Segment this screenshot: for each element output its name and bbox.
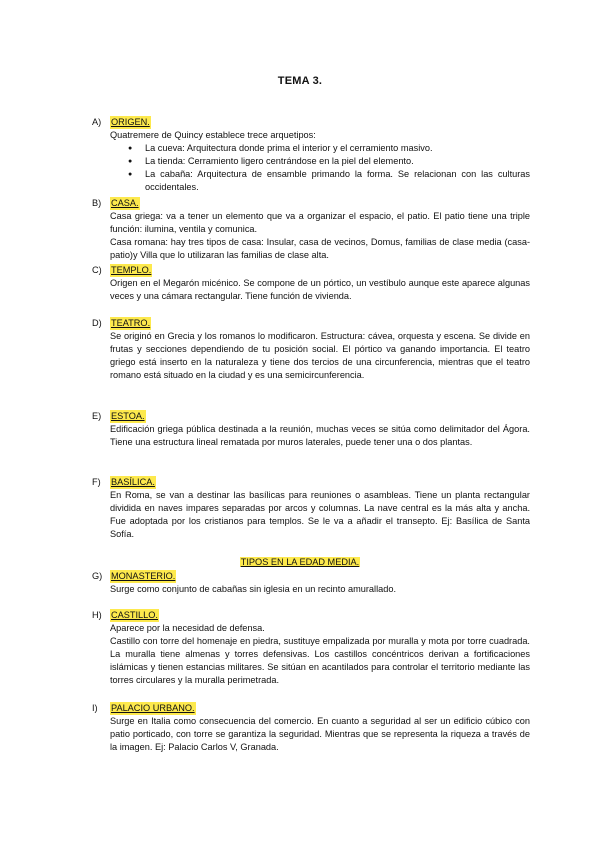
paragraph: Aparece por la necesidad de defensa. — [110, 623, 265, 633]
subtitle-text: TIPOS EN LA EDAD MEDIA. — [240, 557, 360, 567]
paragraph: Se originó en Grecia y los romanos lo modificaron. Estructura: cávea, orquesta y escena. Se divide en frutas y secciones dependiendo de tu posición social. El pórtico va ganando importancia. El teatro griego está inserto en la naturaleza y tiene dos tercios de una circunferencia, mientras que el teatro romano está situado en la ciudad y es una semicircunferencia. — [110, 331, 530, 380]
section-templo — [0, 264, 600, 303]
section-heading: TEMPLO. — [111, 265, 152, 275]
list-item: ● La tienda: Cerramiento ligero centrándose en la piel del elemento. — [110, 155, 530, 168]
paragraph: Casa griega: va a tener un elemento que va a organizar el espacio, el patio. El patio tiene una triple función: ilumina, ventila y comunica. — [110, 211, 530, 234]
section-basilica — [0, 476, 600, 541]
section-palacio-urbano — [0, 702, 600, 754]
list-item: ● La cueva: Arquitectura donde prima el interior y el cerramiento masivo. — [110, 142, 530, 155]
section-intro: Quatremere de Quincy establece trece arquetipos: — [110, 130, 316, 140]
subtitle — [0, 557, 600, 567]
section-castillo — [0, 609, 600, 687]
section-letter: E) — [92, 411, 102, 421]
page-title: TEMA 3. — [277, 75, 323, 87]
paragraph: Casa romana: hay tres tipos de casa: Insular, casa de vecinos, Domus, familias de clase media (casa-patio)y Villa que lo utilizaran las familias de clase alta. — [110, 237, 530, 260]
section-monasterio — [0, 570, 600, 596]
paragraph: En Roma, se van a destinar las basílicas para reuniones o asambleas. Tiene un planta rectangular dividida en naves impares separadas por arcos y columnas. La nave central es la más alta y ancha. Fue adoptada por los cristianos para templos. Se le va a añadir el transepto. Ej: Basílica de Santa Sofía. — [110, 490, 530, 539]
section-letter: F) — [92, 477, 101, 487]
section-heading: ESTOA. — [111, 411, 145, 421]
section-letter: C) — [92, 265, 102, 275]
section-letter: H) — [92, 610, 102, 620]
bullet-list — [110, 142, 530, 194]
section-letter: G) — [92, 571, 103, 581]
section-letter: D) — [92, 318, 102, 328]
section-teatro — [0, 317, 600, 382]
section-heading: CASA. — [111, 198, 139, 208]
section-letter: A) — [92, 117, 102, 127]
section-heading: BASÍLICA. — [111, 477, 155, 487]
section-heading: TEATRO. — [111, 318, 151, 328]
section-heading: PALACIO URBANO. — [111, 703, 195, 713]
section-estoa — [0, 410, 600, 449]
section-letter: B) — [92, 198, 102, 208]
section-heading: MONASTERIO. — [111, 571, 176, 581]
list-item: ● La cabaña: Arquitectura de ensamble primando la forma. Se relacionan con las culturas occidentales. — [110, 168, 530, 194]
section-heading: ORIGEN. — [111, 117, 150, 127]
paragraph: Surge en Italia como consecuencia del comercio. En cuanto a seguridad al ser un edificio cúbico con patio porticado, con torre se garantiza la seguridad. Mientras que se representa la riqueza a través de la imagen. Ej: Palacio Carlos V, Granada. — [110, 716, 530, 752]
paragraph: Castillo con torre del homenaje en piedra, sustituye empalizada por muralla y mota por torre cuadrada. La muralla tiene almenas y torres defensivas. Los castillos concéntricos derivan a fortificaciones islámicas y tienen estancias militares. Se sitúan en acantilados para controlar el territorio mediante las torres circulares y la muralla perimetrada. — [110, 636, 530, 685]
paragraph: Edificación griega pública destinada a la reunión, muchas veces se sitúa como delimitador del Ágora. Tiene una estructura lineal rematada por muros laterales, puede tener una o dos plantas. — [110, 424, 530, 447]
section-origen — [0, 116, 600, 194]
paragraph: Origen en el Megarón micénico. Se compone de un pórtico, un vestíbulo aunque este aparece algunas veces y una cámara rectangular. Tiene función de vivienda. — [110, 278, 530, 301]
section-letter: I) — [92, 703, 98, 713]
section-heading: CASTILLO. — [111, 610, 158, 620]
section-casa — [0, 197, 600, 262]
paragraph: Surge como conjunto de cabañas sin iglesia en un recinto amurallado. — [110, 584, 397, 594]
